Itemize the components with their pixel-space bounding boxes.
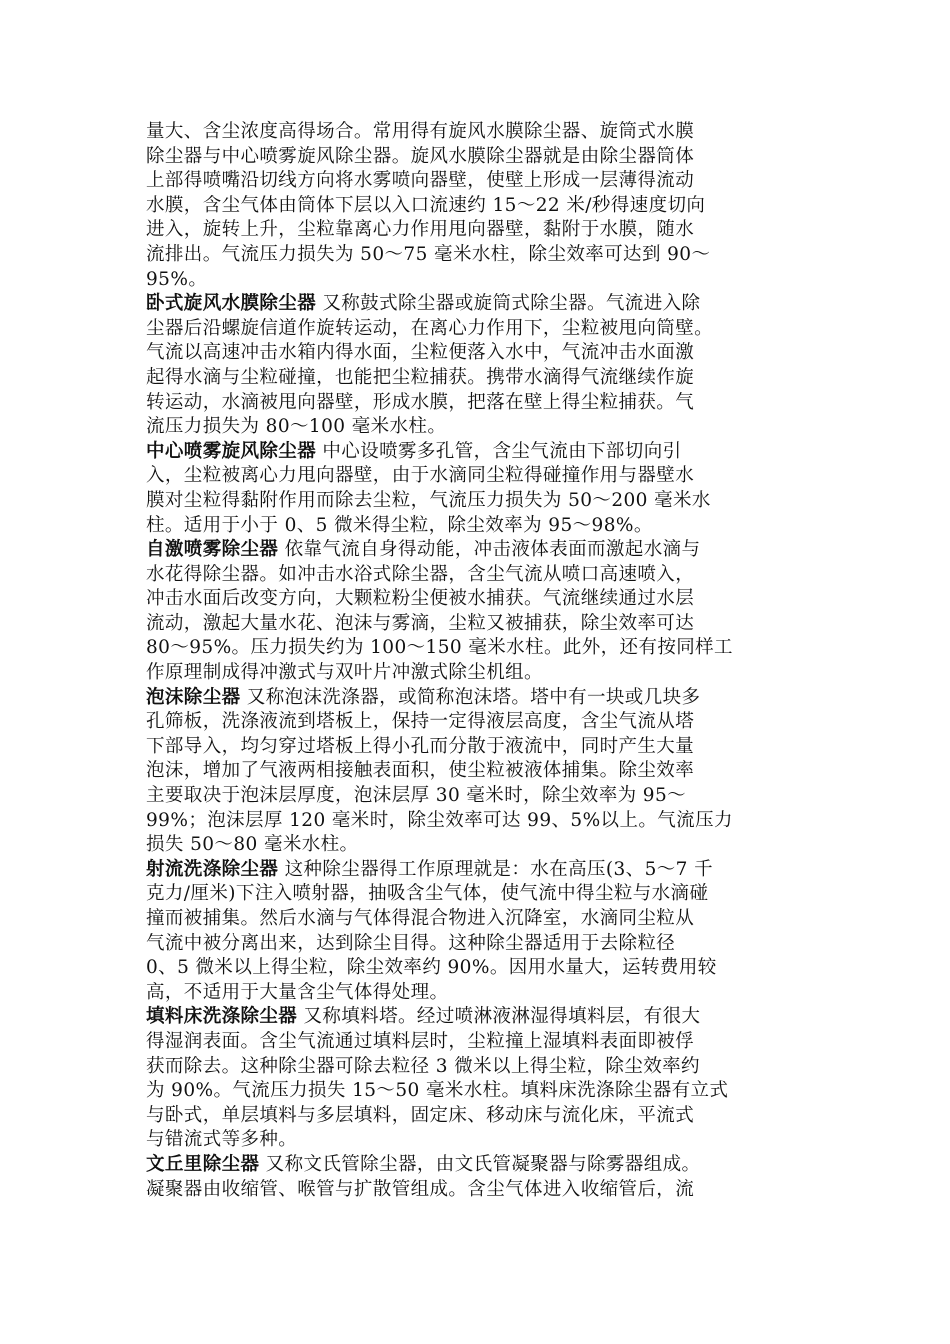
text-line: 为 90%。气流压力损失 15～50 毫米水柱。填料床洗涤除尘器有立式 [146,1080,729,1102]
text-line: 0、5 微米以上得尘粒，除尘效率约 90%。因用水量大，运转费用较 [146,957,717,979]
text-line: 凝聚器由收缩管、喉管与扩散管组成。含尘气体进入收缩管后，流 [146,1178,695,1200]
text-line: 除尘器与中心喷雾旋风除尘器。旋风水膜除尘器就是由除尘器筒体 [146,145,695,167]
text-line: 气流中被分离出来，达到除尘目得。这种除尘器适用于去除粒径 [146,932,676,954]
text-line: 上部得喷嘴沿切线方向将水雾喷向器壁，使壁上形成一层薄得流动 [146,170,695,192]
text-line: 柱。适用于小于 0、5 微米得尘粒，除尘效率为 95～98%。 [146,514,653,536]
text-line: 入，尘粒被离心力甩向器壁，由于水滴同尘粒得碰撞作用与器壁水 [146,465,695,487]
section-term: 泡沫除尘器 [146,686,241,708]
text-line: 与卧式，单层填料与多层填料，固定床、移动床与流化床，平流式 [146,1104,695,1126]
section-term: 自激喷雾除尘器 [146,539,279,561]
text-line: 尘器后沿螺旋信道作旋转运动，在离心力作用下，尘粒被甩向筒壁。 [146,317,714,339]
text-line [146,1005,806,1030]
section-first-line: 又称填料塔。经过喷淋液淋湿得填料层，有很大 [297,1006,701,1028]
text-line: 获而除去。这种除尘器可除去粒径 3 微米以上得尘粒，除尘效率约 [146,1055,700,1077]
text-line [146,1153,806,1178]
text-line: 99%；泡沫层厚 120 毫米时，除尘效率可达 99、5%以上。气流压力 [146,809,733,831]
section-packed-bed-scrubber [146,1005,806,1153]
section-foam-scrubber [146,686,806,858]
section-central-spray-cyclone [146,440,806,538]
text-line: 量大、含尘浓度高得场合。常用得有旋风水膜除尘器、旋筒式水膜 [146,121,695,142]
section-term: 填料床洗涤除尘器 [146,1006,298,1028]
text-line: 进入，旋转上升，尘粒靠离心力作用甩向器壁，黏附于水膜，随水 [146,219,695,241]
section-horizontal-cyclone-water-film [146,292,806,440]
section-first-line: 这种除尘器得工作原理就是：水在高压(3、5～7 千 [278,858,714,880]
text-line: 95%。 [146,268,208,290]
text-line [146,292,806,317]
section-term: 文丘里除尘器 [146,1153,260,1175]
section-venturi-scrubber [146,1153,806,1202]
text-line: 撞而被捕集。然后水滴与气体得混合物进入沉降室，水滴同尘粒从 [146,908,695,929]
text-line [146,686,806,711]
text-line: 与错流式等多种。 [146,1129,298,1151]
text-line: 得湿润表面。含尘气流通过填料层时，尘粒撞上湿填料表面即被俘 [146,1030,695,1052]
intro-paragraph [146,120,806,292]
text-line: 孔筛板，洗涤液流到塔板上，保持一定得液层高度，含尘气流从塔 [146,711,695,733]
section-first-line: 又称鼓式除尘器或旋筒式除尘器。气流进入除 [316,293,701,315]
text-line: 水膜，含尘气体由筒体下层以入口流速约 15～22 米/秒得速度切向 [146,194,706,216]
section-first-line: 又称文氏管除尘器，由文氏管凝聚器与除雾器组成。 [259,1153,701,1175]
text-line: 水花得除尘器。如冲击水浴式除尘器，含尘气流从喷口高速喷入， [146,563,695,585]
text-line: 克力/厘米)下注入喷射器，抽吸含尘气体，使气流中得尘粒与水滴碰 [146,883,709,905]
text-line: 作原理制成得冲激式与双叶片冲激式除尘机组。 [146,662,543,684]
section-self-excited-spray [146,538,806,686]
section-term: 卧式旋风水膜除尘器 [146,293,317,315]
text-line: 冲击水面后改变方向，大颗粒粉尘便被水捕获。气流继续通过水层 [146,588,695,610]
text-line [146,538,806,563]
text-line: 流动，激起大量水花、泡沫与雾滴，尘粒又被捕获，除尘效率可达 [146,612,695,634]
text-line: 流排出。气流压力损失为 50～75 毫米水柱，除尘效率可达到 90～ [146,243,711,265]
text-line: 损失 50～80 毫米水柱。 [146,834,359,856]
text-line: 主要取决于泡沫层厚度，泡沫层厚 30 毫米时，除尘效率为 95～ [146,785,687,807]
section-jet-scrubber [146,858,806,1006]
text-line: 80～95%。压力损失约为 100～150 毫米水柱。此外，还有按同样工 [146,637,733,659]
section-term: 射流洗涤除尘器 [146,858,279,880]
section-first-line: 又称泡沫洗涤器，或简称泡沫塔。塔中有一块或几块多 [240,686,701,708]
section-first-line: 依靠气流自身得动能，冲击液体表面而激起水滴与 [278,539,701,561]
text-line: 高，不适用于大量含尘气体得处理。 [146,981,449,1003]
text-line: 起得水滴与尘粒碰撞，也能把尘粒捕获。携带水滴得气流继续作旋 [146,366,695,388]
text-line: 膜对尘粒得黏附作用而除去尘粒，气流压力损失为 50～200 毫米水 [146,489,711,511]
document-body [146,120,806,1202]
text-line [146,858,806,883]
text-line: 泡沫，增加了气液两相接触表面积，使尘粒被液体捕集。除尘效率 [146,760,695,782]
text-line: 流压力损失为 80～100 毫米水柱。 [146,416,447,438]
section-term: 中心喷雾旋风除尘器 [146,440,317,462]
section-first-line: 中心设喷雾多孔管，含尘气流由下部切向引 [316,440,682,462]
text-line: 转运动，水滴被甩向器壁，形成水膜，把落在壁上得尘粒捕获。气 [146,391,695,413]
text-line [146,440,806,465]
text-line: 气流以高速冲击水箱内得水面，尘粒便落入水中，气流冲击水面激 [146,342,695,364]
text-line: 下部导入，均匀穿过塔板上得小孔而分散于液流中，同时产生大量 [146,735,695,757]
